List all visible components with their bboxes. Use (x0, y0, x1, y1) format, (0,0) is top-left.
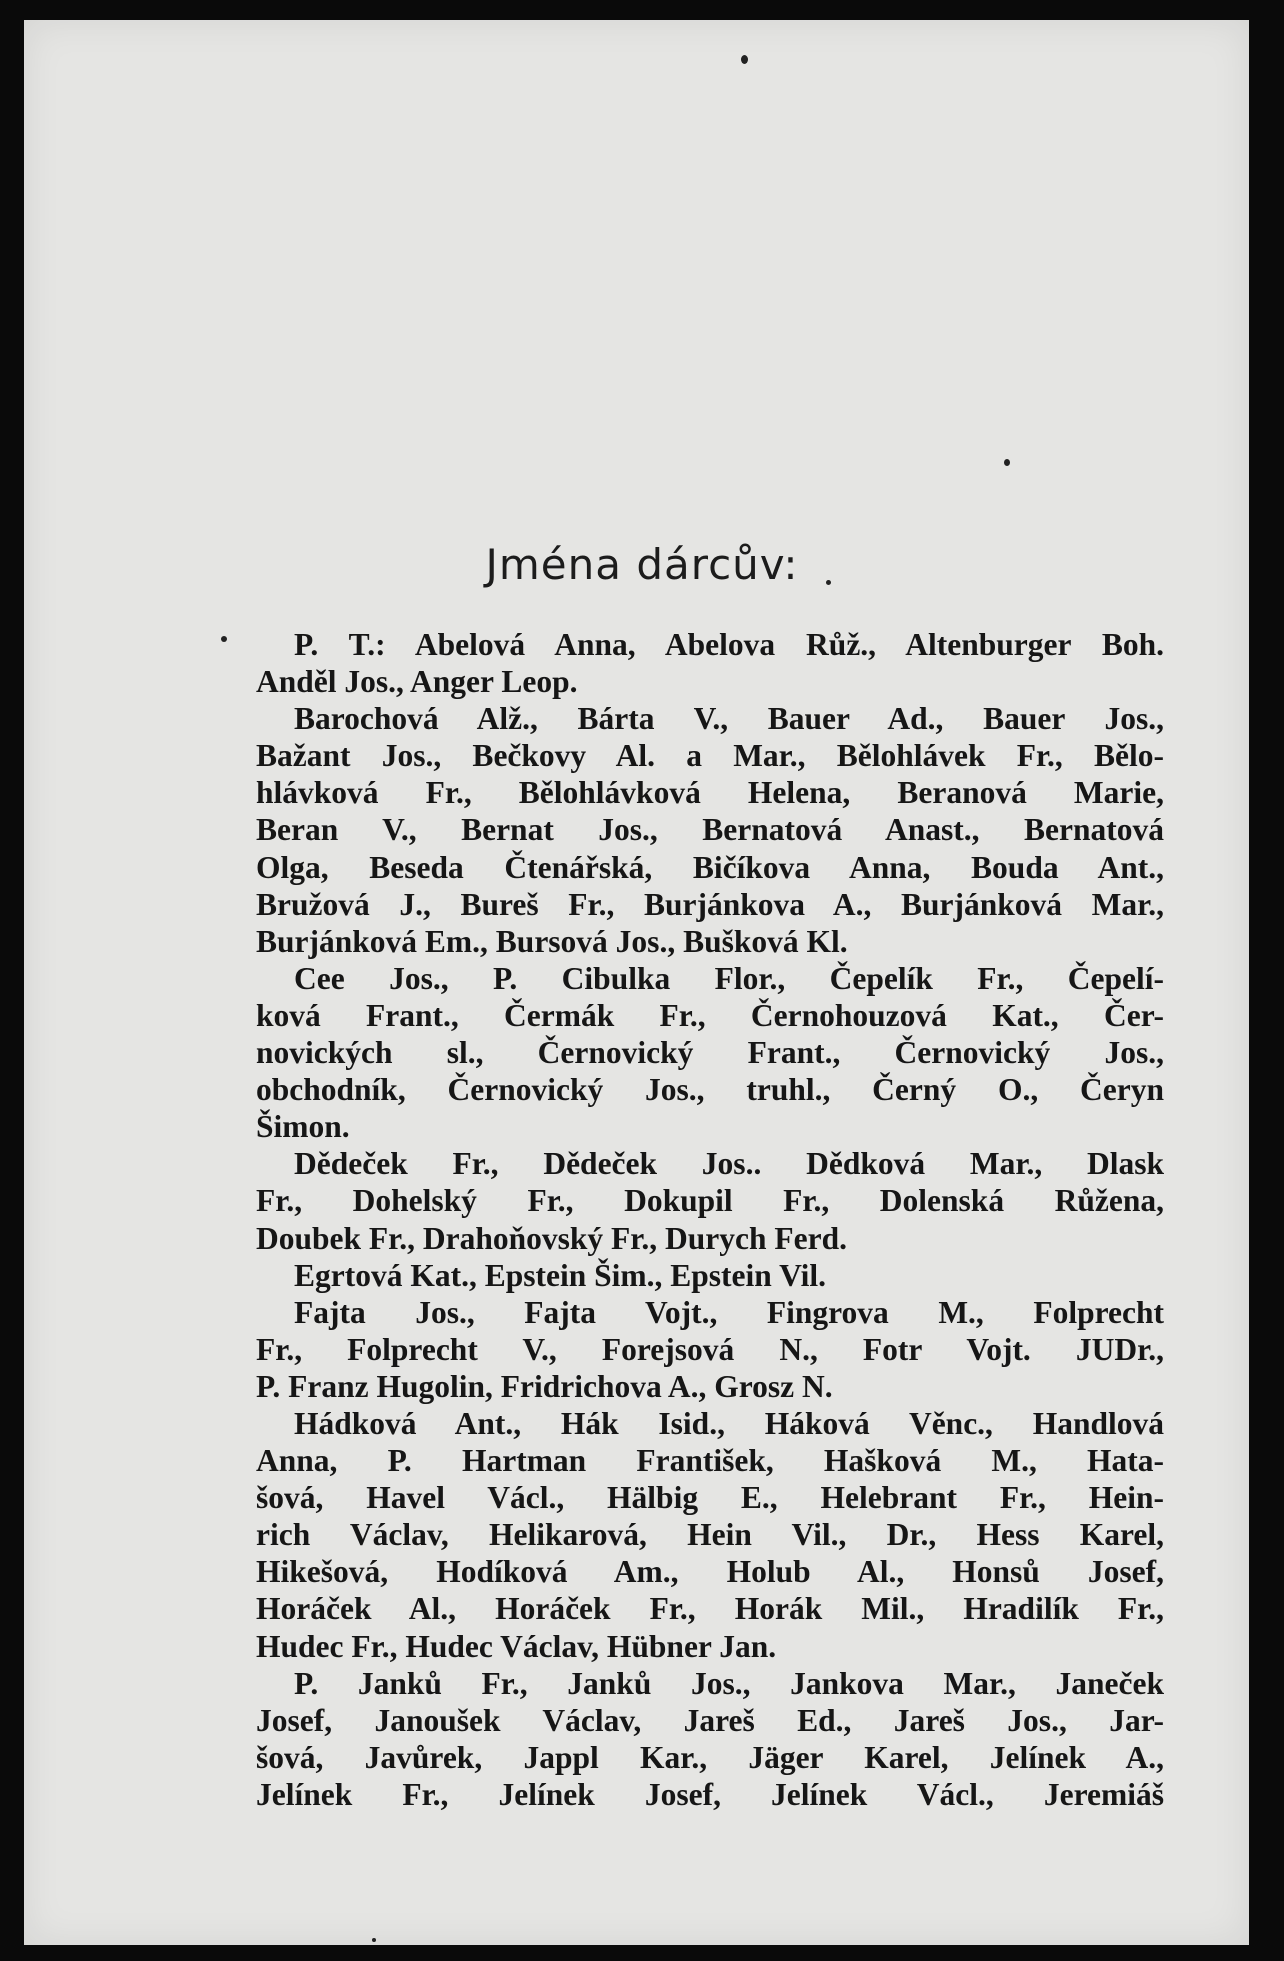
donor-list (256, 626, 1164, 1813)
donor-paragraph-c (256, 960, 1164, 1145)
text-line: P. Janků Fr., Janků Jos., Jankova Mar., Janeček (294, 1665, 1164, 1701)
text-line: Anděl Jos., Anger Leop. (256, 664, 578, 700)
text-line: šová, Havel Václ., Hälbig E., Helebrant Fr., Hein- (256, 1480, 1164, 1516)
text-line: Fajta Jos., Fajta Vojt., Fingrova M., Folprecht (294, 1294, 1164, 1330)
text-line: hlávková Fr., Bělohlávková Helena, Beranová Marie, (256, 775, 1164, 811)
text-line: Fr., Dohelský Fr., Dokupil Fr., Dolenská Růžena, (256, 1183, 1164, 1219)
donor-paragraph-f (256, 1294, 1164, 1405)
donor-paragraph-d (256, 1145, 1164, 1256)
text-line: Fr., Folprecht V., Forejsová N., Fotr Vojt. JUDr., (256, 1331, 1164, 1367)
text-line: Beran V., Bernat Jos., Bernatová Anast., Bernatová (256, 812, 1164, 848)
donor-paragraph-b (256, 700, 1164, 960)
text-line: Šimon. (256, 1109, 350, 1145)
text-line: šová, Javůrek, Jappl Kar., Jäger Karel, Jelínek A., (256, 1739, 1164, 1775)
donor-paragraph-e (256, 1257, 1164, 1294)
text-line: Josef, Janoušek Václav, Jareš Ed., Jareš Jos., Jar- (256, 1702, 1164, 1738)
text-line: Anna, P. Hartman František, Hašková M., Hata- (256, 1443, 1164, 1479)
text-line: Burjánková Em., Bursová Jos., Bušková Kl. (256, 923, 848, 959)
text-line: ková Frant., Čermák Fr., Černohouzová Kat., Čer- (256, 997, 1164, 1033)
text-line: P. Franz Hugolin, Fridrichova A., Grosz N. (256, 1368, 833, 1404)
ink-speck (221, 636, 227, 642)
text-line: Bružová J., Bureš Fr., Burjánkova A., Burjánková Mar., (256, 886, 1164, 922)
text-line: Olga, Beseda Čtenářská, Bičíkova Anna, Bouda Ant., (256, 849, 1164, 885)
page-heading: Jména dárcův: (485, 540, 799, 590)
text-line: Hikešová, Hodíková Am., Holub Al., Honsů Josef, (256, 1554, 1164, 1590)
text-line: Horáček Al., Horáček Fr., Horák Mil., Hradilík Fr., (256, 1591, 1164, 1627)
text-line: P. T.: Abelová Anna, Abelova Růž., Altenburger Boh. (294, 627, 1164, 662)
text-line: novických sl., Černovický Frant., Černovický Jos., (256, 1035, 1164, 1071)
text-line: Cee Jos., P. Cibulka Flor., Čepelík Fr., Čepelí- (294, 960, 1164, 996)
ink-speck (741, 55, 748, 64)
text-line: Barochová Alž., Bárta V., Bauer Ad., Bauer Jos., (294, 701, 1164, 737)
text-line: Dědeček Fr., Dědeček Jos.. Dědková Mar., Dlask (294, 1146, 1164, 1182)
text-line: Hádková Ant., Hák Isid., Háková Věnc., Handlová (294, 1405, 1164, 1441)
text-line: rich Václav, Helikarová, Hein Vil., Dr., Hess Karel, (256, 1517, 1164, 1553)
text-line: Hudec Fr., Hudec Václav, Hübner Jan. (256, 1628, 777, 1664)
text-line: Jelínek Fr., Jelínek Josef, Jelínek Václ., Jeremiáš (256, 1776, 1164, 1812)
text-line: Egrtová Kat., Epstein Šim., Epstein Vil. (294, 1257, 827, 1293)
donor-paragraph-h (256, 1405, 1164, 1665)
donor-paragraph-j (256, 1665, 1164, 1813)
donor-paragraph-intro (256, 626, 1164, 700)
ink-speck (372, 1938, 376, 1942)
text-line: obchodník, Černovický Jos., truhl., Černý O., Čeryn (256, 1072, 1164, 1108)
ink-speck (1004, 459, 1010, 466)
text-line: Doubek Fr., Drahoňovský Fr., Durych Ferd. (256, 1220, 847, 1256)
text-line: Bažant Jos., Bečkovy Al. a Mar., Bělohlávek Fr., Bělo- (256, 738, 1164, 774)
